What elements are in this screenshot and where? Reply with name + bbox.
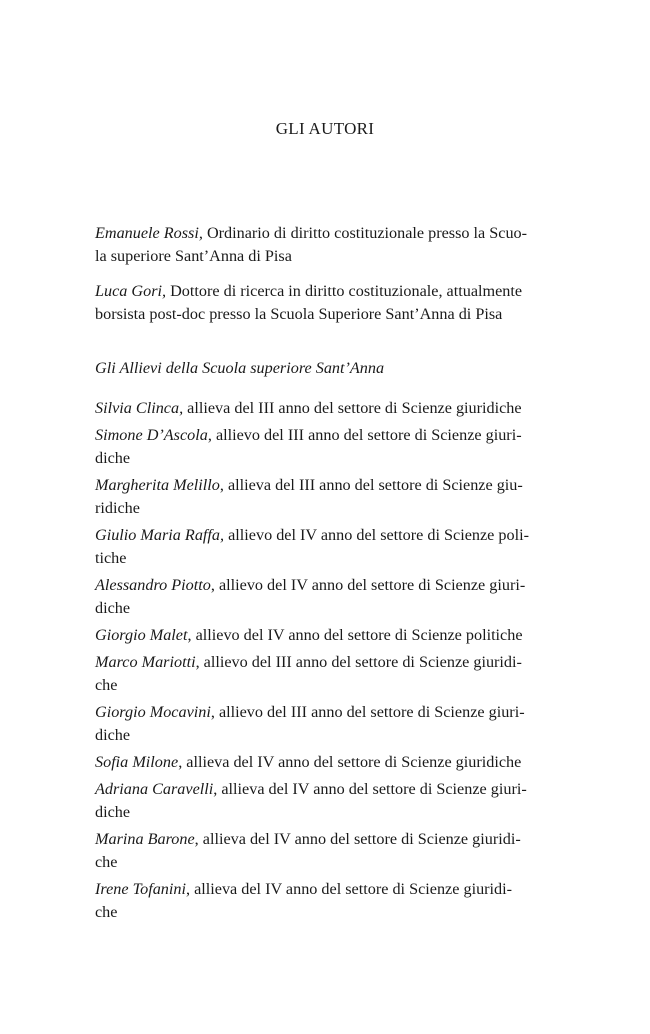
student-description-line: diche [95,449,131,467]
student-description-line: , allieva del IV anno del settore di Scienze giuridi- [194,830,521,848]
page-title: GLI AUTORI [275,119,375,138]
author-name: Emanuele Rossi, [95,224,203,242]
author-description-line: Ordinario di diritto costituzionale presso la Scuo- [202,224,528,242]
student-entry [95,878,555,924]
author-description-line: la superiore Sant’Anna di Pisa [95,247,292,265]
student-name: Giulio Maria Raffa, [95,526,225,544]
student-description-line: , allieva del IV anno del settore di Scienze giuri- [213,780,527,798]
student-name: Irene Tofanini [95,880,186,898]
student-description-line: , allieva del IV anno del settore di Scienze giuridiche [178,753,522,771]
student-name: Silvia Clinca, [95,399,184,417]
student-description-line: , allievo del III anno del settore di Scienze giuri- [207,426,522,444]
student-description-line: allieva del III anno del settore di Scienze giuridiche [183,399,522,417]
student-description-line: , allieva del III anno del settore di Scienze giu- [219,476,523,494]
author-description-line: Dottore di ricerca in diritto costituzionale, attualmente [166,282,523,300]
student-entry [95,778,555,824]
student-description-line: diche [95,803,131,821]
author-name: Luca Gori, [95,282,167,300]
student-name: Alessandro Piotto [95,576,211,594]
student-entry [95,651,555,697]
student-description-line: , allieva del IV anno del settore di Scienze giuridi- [185,880,513,898]
student-description-line: , allievo del III anno del settore di Scienze giuri- [210,703,525,721]
student-entry [95,524,555,570]
student-name: Sofia Milone [95,753,179,771]
students-section-heading: Gli Allievi della Scuola superiore Sant’Anna [95,359,385,377]
student-description-line: diche [95,599,131,617]
student-name: Marina Barone [95,830,195,848]
student-description-line: che [95,676,118,694]
student-description-line: , allievo del IV anno del settore di Scienze giuri- [210,576,526,594]
student-description-line: che [95,903,118,921]
student-name: Simone D’Ascola [95,426,208,444]
student-name: Marco Mariotti [95,653,196,671]
directors-list [95,222,555,326]
students-list [95,397,555,928]
student-name: Adriana Caravelli [95,780,214,798]
student-entry [95,701,555,747]
student-description-line: , allievo del III anno del settore di Scienze giuridi- [195,653,522,671]
student-entry [95,397,555,420]
author-entry [95,280,555,326]
student-name: Margherita Melillo [95,476,220,494]
student-description-line: tiche [95,549,127,567]
student-entry [95,424,555,470]
author-entry [95,222,555,268]
student-entry [95,474,555,520]
student-entry [95,574,555,620]
student-description-line: ridiche [95,499,140,517]
student-description-line: diche [95,726,131,744]
student-description-line: , allievo del IV anno del settore di Scienze politiche [187,626,523,644]
author-description-line: borsista post-doc presso la Scuola Superiore Sant’Anna di Pisa [95,305,503,323]
student-description-line: che [95,853,118,871]
student-name: Giorgio Malet [95,626,188,644]
student-entry [95,624,555,647]
student-description-line: allievo del IV anno del settore di Scienze poli- [224,526,529,544]
student-entry [95,751,555,774]
student-name: Giorgio Mocavini [95,703,211,721]
student-entry [95,828,555,874]
